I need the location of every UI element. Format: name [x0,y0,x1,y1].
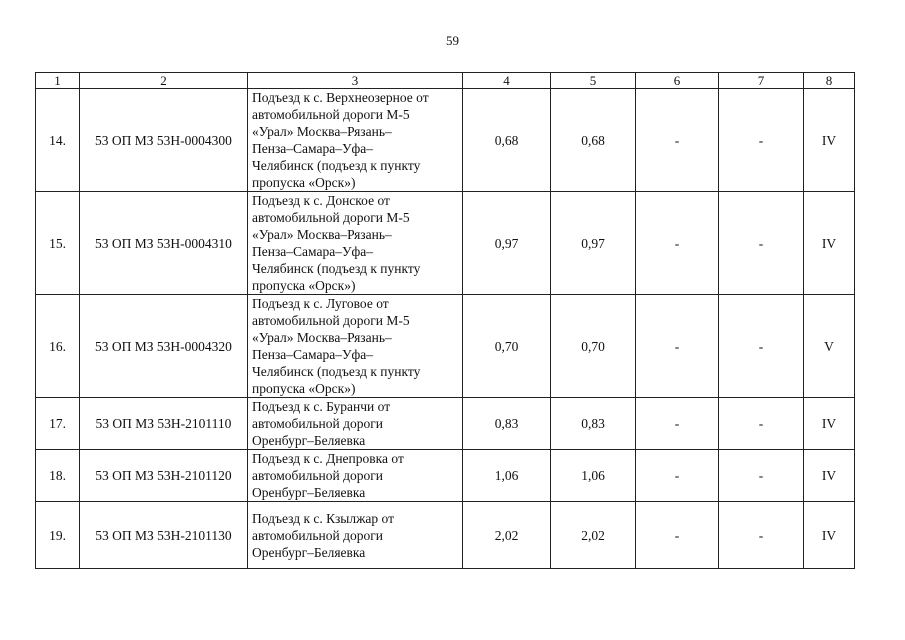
road-name-line: Пенза–Самара–Уфа– [252,141,374,156]
road-category: IV [804,502,855,569]
road-name-line: «Урал» Москва–Рязань– [252,227,392,242]
roads-table [35,72,855,569]
row-number: 14. [36,89,80,192]
header-cell-4: 4 [463,73,551,89]
road-name-line: пропуска «Орск») [252,175,356,190]
header-cell-6: 6 [636,73,719,89]
table-row [36,192,855,295]
value-col-7: - [719,192,804,295]
value-col-5: 0,70 [551,295,636,398]
road-category: IV [804,450,855,502]
road-category: V [804,295,855,398]
road-code: 53 ОП МЗ 53Н-2101130 [80,502,248,569]
road-name [248,192,463,295]
road-code: 53 ОП МЗ 53Н-0004320 [80,295,248,398]
row-number: 19. [36,502,80,569]
road-name-line: пропуска «Орск») [252,381,356,396]
road-category: IV [804,89,855,192]
road-name-line: Челябинск (подъезд к пункту [252,261,421,276]
value-col-7: - [719,398,804,450]
road-name-line: Подъезд к с. Буранчи от [252,399,391,414]
page-number: 59 [446,33,459,48]
row-number: 15. [36,192,80,295]
road-code: 53 ОП МЗ 53Н-2101120 [80,450,248,502]
value-col-7: - [719,295,804,398]
road-name-line: Подъезд к с. Луговое от [252,296,389,311]
road-name-line: автомобильной дороги М-5 [252,313,410,328]
value-col-4: 0,70 [463,295,551,398]
row-number: 16. [36,295,80,398]
road-name-line: пропуска «Орск») [252,278,356,293]
value-col-4: 0,97 [463,192,551,295]
road-code: 53 ОП МЗ 53Н-0004310 [80,192,248,295]
value-col-4: 2,02 [463,502,551,569]
road-name-line: «Урал» Москва–Рязань– [252,330,392,345]
road-name-line: Оренбург–Беляевка [252,433,366,448]
header-row [36,73,855,89]
header-cell-5: 5 [551,73,636,89]
row-number: 17. [36,398,80,450]
road-name-line: Пенза–Самара–Уфа– [252,244,374,259]
value-col-5: 0,97 [551,192,636,295]
road-name-line: Оренбург–Беляевка [252,485,366,500]
value-col-5: 0,68 [551,89,636,192]
road-name-line: Подъезд к с. Кзылжар от [252,510,395,526]
road-name-line: Подъезд к с. Верхнеозерное от [252,90,429,105]
value-col-6: - [636,192,719,295]
road-name-line: автомобильной дороги [252,527,383,543]
value-col-6: - [636,89,719,192]
road-name [248,295,463,398]
header-cell-3: 3 [248,73,463,89]
value-col-7: - [719,89,804,192]
value-col-7: - [719,502,804,569]
table-row [36,295,855,398]
road-code: 53 ОП МЗ 53Н-2101110 [80,398,248,450]
road-name-line: Оренбург–Беляевка [252,544,366,560]
value-col-4: 0,68 [463,89,551,192]
road-name [248,502,463,569]
table-row [36,450,855,502]
road-code: 53 ОП МЗ 53Н-0004300 [80,89,248,192]
value-col-6: - [636,295,719,398]
road-category: IV [804,398,855,450]
value-col-6: - [636,450,719,502]
road-name-line: автомобильной дороги [252,468,383,483]
road-name-line: автомобильной дороги М-5 [252,107,410,122]
value-col-6: - [636,398,719,450]
table-row [36,398,855,450]
road-name [248,398,463,450]
value-col-7: - [719,450,804,502]
road-name-line: Подъезд к с. Днепровка от [252,451,404,466]
value-col-5: 2,02 [551,502,636,569]
road-name-line: автомобильной дороги М-5 [252,210,410,225]
row-number: 18. [36,450,80,502]
road-name [248,89,463,192]
road-name-line: автомобильной дороги [252,416,383,431]
value-col-4: 0,83 [463,398,551,450]
road-name-line: «Урал» Москва–Рязань– [252,124,392,139]
road-name-line: Челябинск (подъезд к пункту [252,364,421,379]
road-name-line: Челябинск (подъезд к пункту [252,158,421,173]
value-col-5: 1,06 [551,450,636,502]
road-category: IV [804,192,855,295]
road-name-line: Подъезд к с. Донское от [252,193,390,208]
header-cell-7: 7 [719,73,804,89]
road-name-line: Пенза–Самара–Уфа– [252,347,374,362]
value-col-6: - [636,502,719,569]
value-col-4: 1,06 [463,450,551,502]
value-col-5: 0,83 [551,398,636,450]
road-name [248,450,463,502]
header-cell-1: 1 [36,73,80,89]
table-row [36,89,855,192]
table-row [36,502,855,569]
header-cell-2: 2 [80,73,248,89]
header-cell-8: 8 [804,73,855,89]
